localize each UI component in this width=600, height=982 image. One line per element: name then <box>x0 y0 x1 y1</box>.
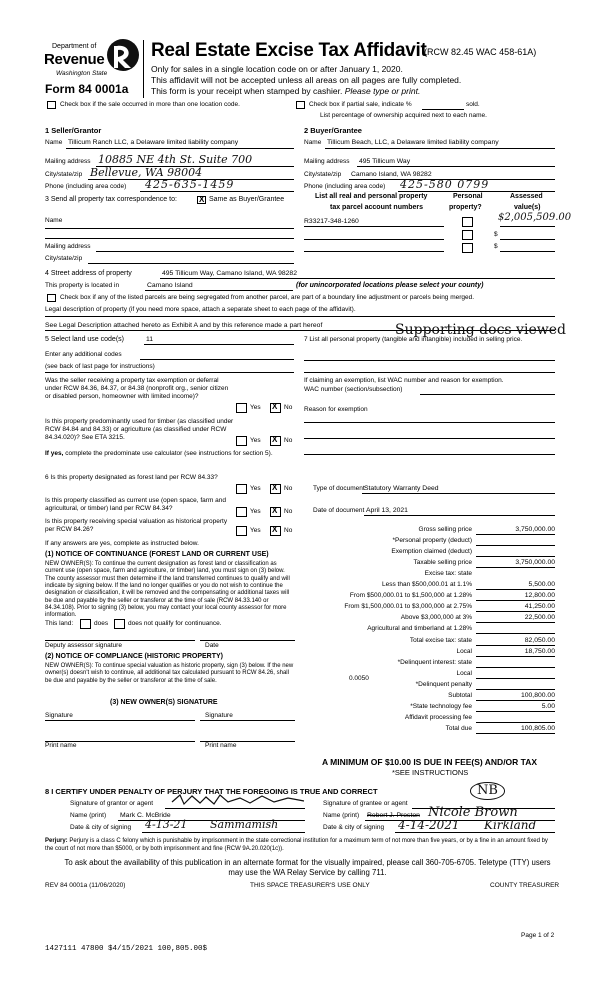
grantee-name-handwritten[interactable]: Nicole Brown <box>428 805 518 820</box>
tax-row-value[interactable]: 5,500.00 <box>528 581 555 588</box>
unincorporated-note: (for unincorporated locations please select your county) <box>296 282 484 289</box>
legal-value[interactable]: See Legal Description attached hereto as Exhibit A and by this reference made a part hereof <box>45 322 323 329</box>
tax-row-label: Subtotal <box>448 692 472 699</box>
does-not-checkbox[interactable] <box>114 619 125 629</box>
exemption-reason-label: Reason for exemption <box>304 406 368 413</box>
additional-codes-label: Enter any additional codes <box>45 351 122 358</box>
grantee-name-struck: Robert J. Preston <box>367 812 420 819</box>
perjury-notice: Perjury: Perjury is a class C felony which is punishable by imprisonment in the state correctional institution for a maximum term of not more than five years, or by a fine in an amount fixed by the court of not more than $5000, or by both imprisonment and fine (RCW 9A.20.020(1c)). <box>45 838 548 852</box>
segregated-checkbox[interactable] <box>47 294 56 302</box>
seller-phone-label: Phone (including area code) <box>45 183 127 190</box>
buyer-phone-label: Phone (including area code) <box>304 183 386 190</box>
see-back-note: (see back of last page for instructions) <box>45 363 155 370</box>
instruction-1: Only for sales in a single location code on or after January 1, 2020. <box>151 64 403 74</box>
grantee-signature-label: Signature of grantee or agent <box>323 800 408 807</box>
deputy-date-label: Date <box>205 642 219 649</box>
tax-row-label: From $1,500,000.01 to $3,000,000 at 2.75% <box>344 603 472 610</box>
historic-question: Is this property receiving special valuation as historical property per RCW 84.26? <box>45 518 228 533</box>
q1-no-label: No <box>284 404 293 411</box>
instruction-3: This form is your receipt when stamped by cashier. Please type or print. <box>151 86 421 96</box>
wac-number-label: WAC number (section/subsection) <box>304 386 403 393</box>
dept-state: Washington State <box>56 70 108 77</box>
q1-no-checkbox[interactable] <box>270 403 281 413</box>
owner-print-label-1: Print name <box>45 742 77 749</box>
buyer-name-label: Name <box>304 139 322 146</box>
tax-row-value[interactable]: 18,750.00 <box>524 648 555 655</box>
county-treasurer-label: COUNTY TREASURER <box>490 882 560 889</box>
sold-label: sold. <box>466 101 480 108</box>
tax-row-label: Local <box>456 648 472 655</box>
grantor-date-value[interactable]: 4-13-21 <box>145 818 188 831</box>
buyer-city-label: City/state/zip <box>304 171 342 178</box>
revenue-logo-icon <box>105 36 141 74</box>
owner-signature-label-1: Signature <box>45 712 73 719</box>
located-value[interactable]: Camano Island <box>147 282 193 289</box>
page-number: Page 1 of 2 <box>521 932 555 939</box>
parcel-header-1: List all real and personal property <box>315 193 428 200</box>
treasurer-stamp: 1427111 47800 $4/15/2021 100,805.00$ <box>45 945 208 953</box>
notice-2-title: (2) NOTICE OF COMPLIANCE (HISTORIC PROPERTY) <box>45 653 223 660</box>
dept-revenue: Revenue <box>44 51 105 68</box>
address-label: 4 Street address of property <box>45 270 132 277</box>
parcel-3-dollar: $ <box>494 243 498 250</box>
doc-date-value[interactable]: April 13, 2021 <box>366 507 408 514</box>
tax-row-label: Above $3,000,000 at 3% <box>400 614 472 621</box>
q4-yes-label: Yes <box>250 508 261 515</box>
multi-location-checkbox[interactable] <box>47 101 56 109</box>
form-revision: REV 84 0001a (11/06/2020) <box>45 882 126 889</box>
buyer-heading: 2 Buyer/Grantee <box>304 126 362 135</box>
seller-city-label: City/state/zip <box>45 171 83 178</box>
tax-row-label: Exemption claimed (deduct) <box>391 548 472 555</box>
seller-name-label: Name <box>45 139 63 146</box>
q4-yes-checkbox[interactable] <box>236 507 247 517</box>
parcel-2-dollar: $ <box>494 231 498 238</box>
q5-no-checkbox[interactable] <box>270 526 281 536</box>
tax-row-value[interactable]: 3,750,000.00 <box>515 559 555 566</box>
tax-row-label: Gross selling price <box>418 526 472 533</box>
seller-city-value[interactable]: Bellevue, WA 98004 <box>90 166 203 179</box>
q3-yes-checkbox[interactable] <box>236 484 247 494</box>
tax-row-value[interactable]: 100,805.00 <box>520 725 555 732</box>
q1-yes-checkbox[interactable] <box>236 403 247 413</box>
personal-property-label: 7 List all personal property (tangible and intangible) included in selling price. <box>304 336 523 343</box>
supporting-docs-handwritten: Supporting docs viewed <box>395 322 566 338</box>
tax-row-label: Total due <box>445 725 472 732</box>
parcel-2-personal-checkbox[interactable] <box>462 230 473 240</box>
see-instructions-note: *SEE INSTRUCTIONS <box>392 768 469 777</box>
grantee-date-city-label: Date & city of signing <box>323 824 385 831</box>
q3-no-label: No <box>284 485 293 492</box>
located-label: This property is located in <box>45 282 120 289</box>
q1-yes-label: Yes <box>250 404 261 411</box>
q4-no-label: No <box>284 508 293 515</box>
address-value[interactable]: 495 Tillicum Way, Camano Island, WA 98282 <box>162 270 297 277</box>
same-as-buyer-checkbox[interactable] <box>197 196 206 204</box>
multi-location-label: Check box if the sale occurred in more than one location code. <box>60 101 240 108</box>
deputy-signature-label: Deputy assessor signature <box>45 642 122 649</box>
notice-2-body: NEW OWNER(S): To continue special valuation as historic property, sign (3) below. If the new owner(s) doesn't wish to continue, all additional tax calculated pursuant to RCW 84.26, shall be due and payable by the seller or transferor at the time of sale. <box>45 663 294 684</box>
same-as-buyer-label: Same as Buyer/Grantee <box>209 196 285 203</box>
current-use-question: Is this property classified as current use (open space, farm and agricultural, or timber) land per RCW 84.34? <box>45 497 227 512</box>
grantee-city-value[interactable]: Kirkland <box>484 818 537 832</box>
tax-row-label: Total excise tax: state <box>409 637 472 644</box>
q4-no-checkbox[interactable] <box>270 507 281 517</box>
if-any-note: If any answers are yes, complete as instructed below. <box>45 540 199 547</box>
grantee-initials: NB <box>470 782 505 800</box>
buyer-city-value[interactable]: Camano Island, WA 98282 <box>351 171 432 178</box>
tax-row-label: *Delinquent interest: state <box>397 659 472 666</box>
tax-row-label: Affidavit processing fee <box>404 714 472 721</box>
grantor-signature-icon <box>170 792 310 808</box>
form-number: Form 84 0001a <box>45 82 129 96</box>
q2-no-label: No <box>284 437 293 444</box>
does-checkbox[interactable] <box>80 619 91 629</box>
q5-yes-checkbox[interactable] <box>236 526 247 536</box>
tax-row-label: *State technology fee <box>410 703 472 710</box>
seller-mail-value[interactable]: 10885 NE 4th St. Suite 700 <box>98 153 253 166</box>
parcel-3-personal-checkbox[interactable] <box>462 243 473 253</box>
does-label: does <box>94 620 109 627</box>
tax-row-label: Local <box>456 670 472 677</box>
q3-no-checkbox[interactable] <box>270 484 281 494</box>
grantor-name-value[interactable]: Mark C. McBride <box>120 812 171 819</box>
this-land-label: This land: <box>45 620 74 627</box>
corr-city-label: City/state/zip <box>45 255 83 262</box>
tax-row-value[interactable]: 82,050.00 <box>524 637 555 644</box>
grantor-city-value[interactable]: Sammamish <box>210 818 279 831</box>
parcel-header-3: Assessed <box>510 193 543 200</box>
notice-3-title: (3) NEW OWNER(S) SIGNATURE <box>110 699 218 706</box>
q5-yes-label: Yes <box>250 527 261 534</box>
tax-row-value[interactable]: 12,800.00 <box>524 592 555 599</box>
availability-notice: To ask about the availability of this publication in an alternate format for the visually impaired, please call 360-705-6705. Teletype (TTY) users may use the WA Relay Service by calling 711. <box>64 858 551 878</box>
q3-yes-label: Yes <box>250 485 261 492</box>
corr-name-label: Name <box>45 217 63 224</box>
land-use-label: 5 Select land use code(s) <box>45 336 124 343</box>
tax-row-value[interactable]: 100,800.00 <box>520 692 555 699</box>
q2-yes-checkbox[interactable] <box>236 436 247 446</box>
form-title-ref: (RCW 82.45 WAC 458-61A) <box>424 47 537 57</box>
tax-row-value[interactable]: 41,250.00 <box>524 603 555 610</box>
certification-label: 8 I CERTIFY UNDER PENALTY OF PERJURY THAT THE FOREGOING IS TRUE AND CORRECT <box>45 787 378 796</box>
legal-label: Legal description of property (if you need more space, attach a separate sheet to each page of the affidavit). <box>45 306 356 313</box>
parcel-header-2: Personal <box>453 193 483 200</box>
buyer-mail-label: Mailing address <box>304 158 350 165</box>
seller-name-value[interactable]: Tillicum Ranch LLC, a Delaware limited liability company <box>68 139 239 146</box>
partial-sale-label: Check box if partial sale, indicate % <box>309 101 412 108</box>
grantee-date-value[interactable]: 4-14-2021 <box>398 818 460 832</box>
owner-print-label-2: Print name <box>205 742 237 749</box>
tax-row-label: *Personal property (deduct) <box>392 537 472 544</box>
does-not-label: does not qualify for continuance. <box>128 620 222 627</box>
tax-row-label: Taxable selling price <box>413 559 472 566</box>
parcel-header-3b: value(s) <box>514 204 541 211</box>
doc-type-value[interactable]: Statutory Warranty Deed <box>364 485 439 492</box>
doc-date-label: Date of document <box>313 507 365 514</box>
minimum-due-note: A MINIMUM OF $10.00 IS DUE IN FEE(S) AND/OR TAX <box>322 757 538 767</box>
local-rate: 0.0050 <box>349 675 369 682</box>
seller-heading: 1 Seller/Grantor <box>45 126 102 135</box>
tax-row-value[interactable]: 22,500.00 <box>524 614 555 621</box>
q2-yes-label: Yes <box>250 437 261 444</box>
partial-sale-checkbox[interactable] <box>296 101 305 109</box>
owner-signature-label-2: Signature <box>205 712 233 719</box>
forest-question: 6 Is this property designated as forest land per RCW 84.33? <box>45 474 218 481</box>
tax-row-value[interactable]: 5.00 <box>541 703 555 710</box>
seller-mail-label: Mailing address <box>45 158 91 165</box>
parcel-header-2b: property? <box>449 204 482 211</box>
notice-1-title: (1) NOTICE OF CONTINUANCE (FOREST LAND OR CURRENT USE) <box>45 551 269 558</box>
form-title: Real Estate Excise Tax Affidavit <box>151 40 427 61</box>
tax-row-label: Excise tax: state <box>424 570 472 577</box>
grantor-date-city-label: Date & city of signing <box>70 824 132 831</box>
tax-row-label: Agricultural and timberland at 1.28% <box>367 625 472 632</box>
buyer-phone-value[interactable]: 425-580 0799 <box>400 178 490 191</box>
doc-type-label: Type of document <box>313 485 365 492</box>
notice-1-body: NEW OWNER(S): To continue the current designation as forest land or classification as current use (open space, farm and agriculture, or timber) land, you must sign on (3) below. The county assessor must then determine if the land transferred continues to qualify and will indicate by signing below. If the land no longer qualifies or you do not wish to continue the designation or classification, it will be removed and the compensating or additional taxes will be due and payable by the seller or transferor at the time of sale (RCW 84.33.140 or 84.34.108). Prior to signing (3) below, you may contact your local county assessor for more information. <box>45 561 290 619</box>
instruction-2: This affidavit will not be accepted unless all areas on all pages are fully completed. <box>151 75 462 85</box>
if-yes-note: If yes, complete the predominate use calculator (see instructions for section 5). <box>45 450 273 457</box>
parcel-1-assessed-value[interactable]: $2,005,509.00 <box>498 212 572 223</box>
timber-question: Is this property predominantly used for timber (as classified under RCW 84.84 and 84.33) or agriculture (as classified under RCW 84.34.020)? See ETA 3215. <box>45 418 234 441</box>
exemption-claim-label: If claiming an exemption, list WAC number and reason for exemption. <box>304 377 504 384</box>
correspondence-label: 3 Send all property tax correspondence to: <box>45 196 177 203</box>
grantor-signature-label: Signature of grantor or agent <box>70 800 154 807</box>
grantor-name-print-label: Name (print) <box>70 812 107 819</box>
tax-row-value[interactable]: 3,750,000.00 <box>515 526 555 533</box>
q5-no-label: No <box>284 527 293 534</box>
land-use-code[interactable]: 11 <box>146 336 154 343</box>
parcel-header-1b: tax parcel account numbers <box>330 204 423 211</box>
tax-row-label: *Delinquent penalty <box>415 681 472 688</box>
parcel-1-personal-checkbox[interactable] <box>462 217 473 227</box>
grantee-name-print-label: Name (print) <box>323 812 360 819</box>
corr-mail-label: Mailing address <box>45 243 91 250</box>
partial-sale-percent-field[interactable] <box>422 109 464 110</box>
buyer-name-value[interactable]: Tillicum Beach, LLC, a Delaware limited liability company <box>327 139 499 146</box>
segregated-label: Check box if any of the listed parcels are being segregated from another parcel, are part of a boundary line adjustment or parcels being merged. <box>60 294 475 301</box>
ownership-note: List percentage of ownership acquired next to each name. <box>320 112 487 119</box>
treasurer-space-label: THIS SPACE TREASURER'S USE ONLY <box>250 882 370 889</box>
exemption-question: Was the seller receiving a property tax exemption or deferral under RCW 84.36, 84.37, or 84.38 (nonprofit org., senior citizen or disabled person, homeowner with limited income)? <box>45 377 229 400</box>
seller-phone-value[interactable]: 425-635-1459 <box>145 178 235 191</box>
q2-no-checkbox[interactable] <box>270 436 281 446</box>
tax-row-label: From $500,000.01 to $1,500,000 at 1.28% <box>349 592 472 599</box>
tax-row-label: Less than $500,000.01 at 1.1% <box>382 581 472 588</box>
dept-of: Department of <box>52 43 97 50</box>
buyer-mail-value[interactable]: 495 Tillicum Way <box>359 158 411 165</box>
parcel-1-value[interactable]: R33217-348-1260 <box>304 218 359 225</box>
